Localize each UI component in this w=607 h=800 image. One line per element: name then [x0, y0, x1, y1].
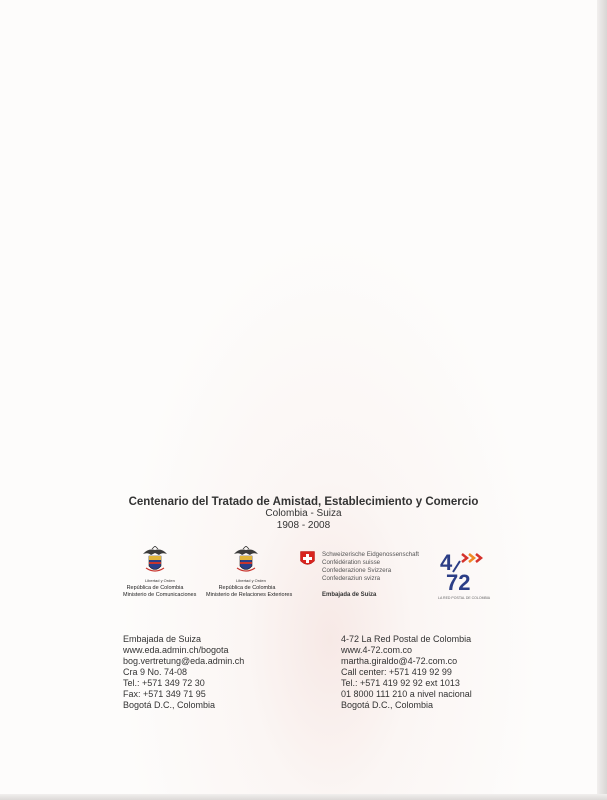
swiss-name-rm: Confederaziun svizra	[322, 575, 381, 582]
contact-line: www.4-72.com.co	[341, 645, 413, 655]
swiss-name-fr: Confédération suisse	[322, 559, 381, 566]
logo-org-text	[123, 585, 197, 599]
contact-line: 4-72 La Red Postal de Colombia	[341, 634, 472, 644]
contact-line: Bogotá D.C., Colombia	[123, 700, 216, 710]
page-edge-bottom	[0, 794, 607, 800]
ministry-name: Ministerio de Relaciones Exteriores	[206, 592, 293, 598]
swiss-shield-icon	[300, 551, 315, 568]
country-name: República de Colombia	[218, 585, 276, 591]
contact-line: Cra 9 No. 74-08	[123, 667, 188, 677]
swiss-name-de: Schweizerische Eidgenossenschaft	[322, 551, 419, 558]
contact-line: www.eda.admin.ch/bogota	[123, 645, 229, 655]
ministry-name: Ministerio de Comunicaciones	[123, 592, 197, 598]
motto-text: Libertad y Orden	[236, 578, 266, 583]
contact-4-72	[341, 634, 472, 711]
contact-line: bog.vertretung@eda.admin.ch	[123, 656, 245, 666]
svg-text:72: 72	[446, 570, 471, 594]
motto-text: Libertad y Orden	[145, 578, 175, 583]
coat-of-arms-icon	[233, 546, 259, 576]
logo-org-text	[206, 585, 293, 599]
contact-line: 01 8000 111 210 a nivel nacional	[341, 689, 472, 699]
coat-of-arms-icon	[142, 546, 168, 576]
document-subtitle: Colombia - Suiza	[265, 508, 342, 519]
contact-line: martha.giraldo@4-72.com.co	[341, 656, 458, 666]
swiss-confederation-names	[322, 551, 419, 583]
swiss-embassy-label: Embajada de Suiza	[322, 592, 377, 598]
contact-line: Call center: +571 419 92 99	[341, 667, 452, 677]
country-name: República de Colombia	[126, 585, 184, 591]
document-title: Centenario del Tratado de Amistad, Establecimiento y Comercio	[128, 496, 479, 508]
contact-line: Tel.: +571 419 92 92 ext 1013	[341, 678, 460, 688]
contact-line: Fax: +571 349 71 95	[123, 689, 206, 699]
post-caption: LA RED POSTAL DE COLOMBIA	[438, 596, 491, 600]
document-years: 1908 - 2008	[276, 520, 331, 531]
swiss-name-it: Confederazione Svizzera	[322, 567, 392, 574]
contact-line: Bogotá D.C., Colombia	[341, 700, 434, 710]
page-edge-right	[597, 0, 607, 800]
contact-line: Embajada de Suiza	[123, 634, 202, 644]
contact-embajada-suiza	[123, 634, 244, 711]
svg-text:4: 4	[440, 550, 453, 575]
post-4-72-logo-icon	[438, 548, 490, 594]
contact-line: Tel.: +571 349 72 30	[123, 678, 205, 688]
